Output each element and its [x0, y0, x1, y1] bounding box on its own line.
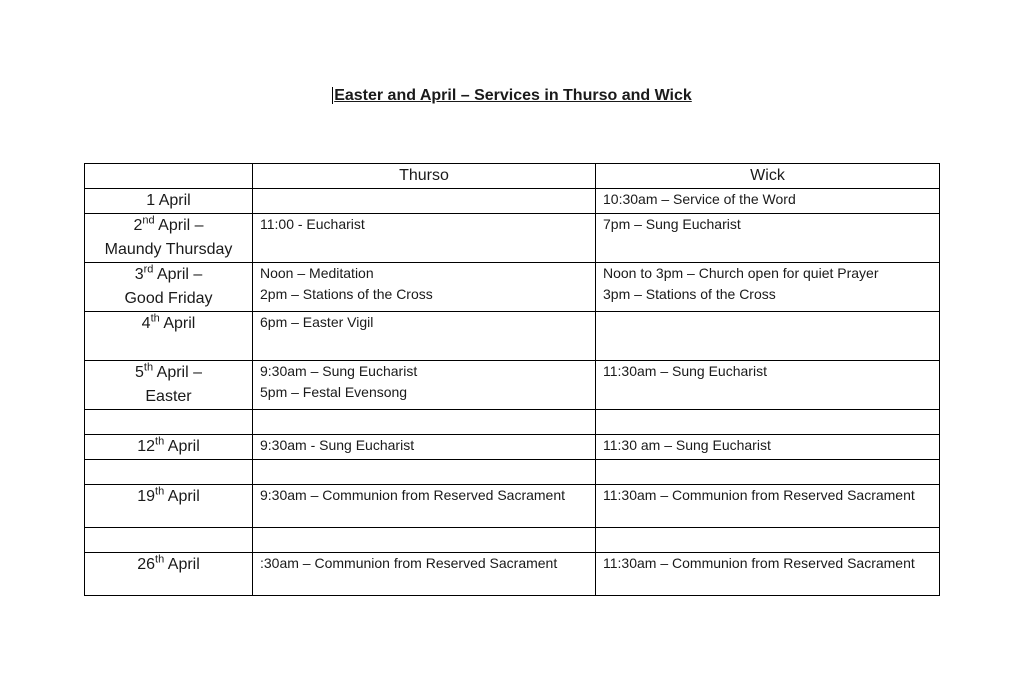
- table-row: [85, 553, 940, 596]
- wick-cell: [596, 263, 940, 312]
- date-occasion: Good Friday: [124, 290, 213, 307]
- blank-cell: [253, 528, 596, 553]
- date-text: 1 April: [146, 192, 191, 209]
- blank-cell: [253, 410, 596, 435]
- blank-cell: [596, 410, 940, 435]
- date-ordinal: th: [155, 553, 165, 566]
- blank-cell: [85, 460, 253, 485]
- service-line: Noon to 3pm – Church open for quiet Prayer: [603, 265, 879, 281]
- date-ordinal: th: [155, 485, 165, 498]
- wick-cell: [596, 312, 940, 361]
- wick-cell: [596, 553, 940, 596]
- wick-cell: [596, 189, 940, 214]
- date-number: 12: [137, 438, 156, 455]
- service-line: 11:30am – Sung Eucharist: [603, 363, 767, 379]
- service-line: 9:30am – Communion from Reserved Sacrament: [260, 487, 566, 503]
- page-title: [0, 86, 1024, 106]
- wick-cell: [596, 361, 940, 410]
- date-occasion: Maundy Thursday: [104, 241, 233, 258]
- date-ordinal: rd: [143, 263, 154, 276]
- date-month: April: [164, 488, 200, 505]
- service-line: 7pm – Sung Eucharist: [603, 216, 741, 232]
- service-line: [603, 189, 932, 210]
- date-ordinal: th: [155, 435, 165, 448]
- thurso-cell: [253, 553, 596, 596]
- date-cell: [85, 435, 253, 460]
- service-line: 9:30am - Sung Eucharist: [260, 437, 415, 453]
- date-number: 19: [137, 488, 156, 505]
- wick-cell: [596, 435, 940, 460]
- date-cell: [85, 312, 253, 361]
- thurso-cell: [253, 189, 596, 214]
- date-number: 5: [134, 364, 144, 381]
- date-number: 3: [134, 266, 144, 283]
- page-title-text: Easter and April – Services in Thurso and Wick: [334, 87, 692, 104]
- thurso-cell: [253, 485, 596, 528]
- table-row: [85, 361, 940, 410]
- table-row-blank: [85, 460, 940, 485]
- service-line: 3pm – Stations of the Cross: [603, 286, 776, 302]
- service-line: 9:30am – Sung Eucharist: [260, 363, 418, 379]
- wick-cell: [596, 214, 940, 263]
- wick-cell: [596, 485, 940, 528]
- table-row: [85, 189, 940, 214]
- blank-cell: [85, 410, 253, 435]
- header-date-cell: [85, 164, 253, 189]
- date-ordinal: th: [143, 361, 154, 374]
- blank-cell: [253, 460, 596, 485]
- service-line: 11:00 - Eucharist: [260, 216, 365, 232]
- service-line: 11:30am – Communion from Reserved Sacrament: [603, 555, 915, 571]
- date-cell: [85, 263, 253, 312]
- service-line: 6pm – Easter Vigil: [260, 314, 374, 330]
- service-line: 11:30 am – Sung Eucharist: [603, 437, 771, 453]
- thurso-cell: [253, 214, 596, 263]
- blank-cell: [596, 460, 940, 485]
- date-ordinal: th: [150, 312, 160, 325]
- date-cell: [85, 485, 253, 528]
- table-row-blank: [85, 528, 940, 553]
- table-row: [85, 263, 940, 312]
- date-month: April –: [153, 266, 203, 283]
- date-month: April: [164, 438, 200, 455]
- date-number: 26: [137, 556, 156, 573]
- service-line: 2pm – Stations of the Cross: [260, 286, 433, 302]
- date-ordinal: nd: [142, 214, 155, 227]
- date-month: April: [159, 315, 196, 332]
- table-header-row: [85, 164, 940, 189]
- service-line: 11:30am – Communion from Reserved Sacrament: [603, 487, 915, 503]
- service-text: 10:30am – Service of the Word: [603, 191, 796, 207]
- services-table: [84, 163, 940, 596]
- date-cell: [85, 553, 253, 596]
- header-wick: Wick: [596, 164, 940, 189]
- date-month: April –: [153, 364, 202, 381]
- service-line: Noon – Meditation: [260, 265, 374, 281]
- date-number: 2: [133, 217, 143, 234]
- date-month: April –: [154, 217, 204, 234]
- header-thurso: Thurso: [253, 164, 596, 189]
- table-row-blank: [85, 410, 940, 435]
- table-row: [85, 435, 940, 460]
- blank-cell: [596, 528, 940, 553]
- thurso-cell: [253, 361, 596, 410]
- table-row: [85, 312, 940, 361]
- date-cell: [85, 189, 253, 214]
- table-row: [85, 214, 940, 263]
- date-month: April: [164, 556, 200, 573]
- table-row: [85, 485, 940, 528]
- blank-cell: [85, 528, 253, 553]
- thurso-cell: [253, 263, 596, 312]
- date-number: 4: [141, 315, 151, 332]
- service-line: :30am – Communion from Reserved Sacrament: [260, 555, 558, 571]
- thurso-cell: [253, 435, 596, 460]
- date-cell: [85, 214, 253, 263]
- date-cell: [85, 361, 253, 410]
- service-line: 5pm – Festal Evensong: [260, 384, 408, 400]
- date-occasion: Easter: [145, 388, 192, 405]
- thurso-cell: [253, 312, 596, 361]
